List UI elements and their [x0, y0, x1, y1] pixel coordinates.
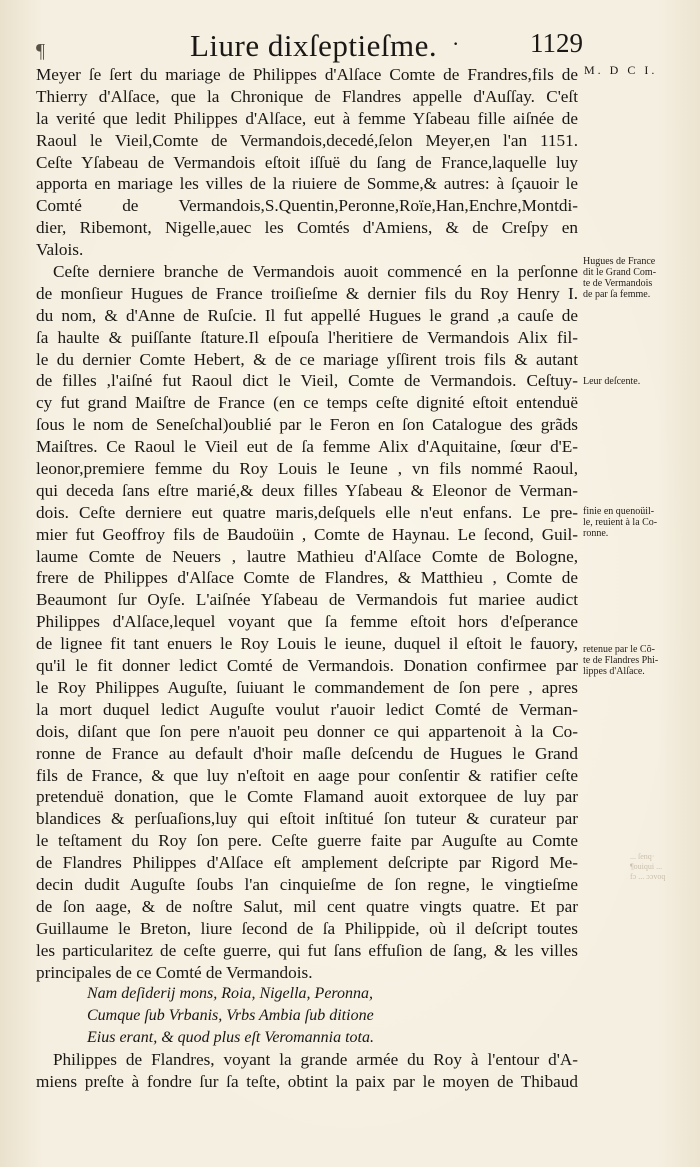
text-line: cy fut grand Maiſtre de France (en ce temps ceſte dignité eſtoit entenduë	[36, 393, 578, 413]
text-line: ſa haulte & puiſſante ſtature.Il eſpouſa l'heritiere de Vermandois Alix fil-	[36, 327, 578, 347]
text-line: de filles ,l'aiſné fut Raoul dict le Vieil, Comte de Vermandois. Ceſtuy-	[36, 371, 578, 391]
text-line: Thierry d'Alſace, que la Chronique de Flandres appelle d'Auſſay. C'eſt	[36, 86, 578, 106]
text-line: dois, diſant que ſon pere n'auoit peu donner ce qui appartenoit à la Co-	[36, 721, 578, 741]
text-line: du nom, & d'Anne de Ruſcie. Il fut appellé Hugues le grand ,a cauſe de	[36, 305, 578, 325]
text-line: Guillaume le Breton, liure ſecond de ſa Philippide, où il deſcript toutes	[36, 918, 578, 938]
text-line: dois. Ceſte derniere eut quatre maris,deſquels elle n'eut enfans. Le pre-	[36, 502, 578, 522]
text-line: leonor,premiere femme du Roy Louis le Ieune , vn fils nommé Raoul,	[36, 459, 578, 479]
text-line: Ceſte Yſabeau de Vermandois eſtoit iſſuë du ſang de France,laquelle luy	[36, 152, 578, 172]
bleed-through-line: fɔ ... ɔɔvoq	[630, 872, 666, 881]
margin-note-line: le, reuient à la Co-	[583, 517, 658, 528]
verse-line: Eius erant, & quod plus eſt Veromannia tota.	[87, 1029, 374, 1047]
text-line: Meyer ſe ſert du mariage de Philippes d'Alſace Comte de Frandres,fils de	[36, 65, 578, 84]
text-line: laume Comte de Neuers , lautre Mathieu d'Alſace Comte de Bologne,	[36, 546, 578, 566]
margin-note-line: ronne.	[583, 528, 609, 539]
text-line: Beaumont ſur Oyſe. L'aiſnée Yſabeau de Vermandois fut mariee audict	[36, 590, 578, 610]
margin-note-descente	[583, 376, 691, 387]
margin-note-line: finie en quenoüil-	[583, 506, 655, 517]
text-line: le Roy Philippes Auguſte, ſuiuant le commandement de ſon pere , apres	[36, 677, 578, 697]
margin-note-quenouille	[583, 506, 691, 539]
body-text	[36, 64, 578, 1093]
text-line: Comté de Vermandois,S.Quentin,Peronne,Roïe,Han,Enchre,Montdi-	[36, 196, 578, 216]
verse-line: Cumque ſub Vrbanis, Vrbs Ambia ſub ditione	[87, 1007, 374, 1025]
text-line: le teſtament du Roy ſon pere. Ceſte guerre faite par Auguſte au Comte	[36, 831, 578, 851]
text-line: ſous le nom de Seneſchal)oublié par le Feron en ſon Catalogue des grãds	[36, 415, 578, 435]
margin-note-line: te de Flandres Phi-	[583, 655, 659, 666]
text-line: frere de Philippes d'Alſace Comte de Flandres, & Matthieu , Comte de	[36, 568, 578, 588]
page-number: 1129	[530, 28, 583, 58]
bleed-through-line: ... ſenq·	[630, 852, 655, 861]
text-line: la mort duquel ledict Auguſte voulut r'auoir ledict Comté de Verman-	[36, 699, 578, 719]
text-line: Ceſte derniere branche de Vermandois auoit commencé en la perſonne	[53, 262, 578, 282]
corner-mark: ¶	[36, 40, 46, 62]
text-line: Raoul le Vieil,Comte de Vermandois,decedé,ſelon Meyer,en l'an 1151.	[36, 130, 578, 150]
text-line: apporta en mariage les villes de la riuiere de Somme,& autres: à ſçauoir le	[36, 174, 578, 194]
text-line: les particularitez de ceſte guerre, qui fut ſans effuſion de ſang, & les villes	[36, 940, 578, 960]
bleed-through-line: ¶ouiqui ...	[630, 862, 663, 871]
text-line: fils de France, & que luy n'eſtoit en aage pour conſentir & ratifier ceſte	[36, 765, 578, 785]
text-line: de lignee fit tant enuers le Roy Louis le ieune, duquel il eſtoit le fauory,	[36, 634, 578, 654]
bleed-through-text	[630, 852, 690, 882]
text-line: principales de ce Comté de Vermandois.	[36, 962, 313, 982]
margin-note-retenue	[583, 644, 691, 677]
text-line: Valois.	[36, 240, 84, 260]
text-line: ronne de France au default d'hoir maſle deſcendu de Hugues le Grand	[36, 743, 578, 763]
margin-year: M. D C I.	[584, 63, 658, 77]
text-line: le du dernier Comte Hebert, & de ce mariage yſſirent trois fils & autant	[36, 349, 578, 369]
running-title: Liure dixſeptieſme.	[190, 28, 438, 63]
text-line: mier fut Geoffroy fils de Baudoüin , Comte de Haynau. Le ſecond, Guil-	[36, 524, 578, 544]
header-dot: ·	[452, 31, 460, 56]
margin-note-line: de par ſa femme.	[583, 289, 651, 300]
margin-note-line: Leur deſcente.	[583, 376, 641, 387]
text-line: dier, Ribemont, Nigelle,auec les Comtés d'Amiens, & de Creſpy en	[36, 218, 578, 238]
text-line: de monſieur Hugues de France troiſieſme & dernier fils du Roy Henry I.	[36, 283, 578, 303]
text-line: decin dudit Auguſte ſoubs l'an cinquieſme de ſon regne, le vingtieſme	[36, 874, 578, 894]
text-line: la verité que ledit Philippes d'Alſace, eut à femme Yſabeau fille aiſnée de	[36, 108, 578, 128]
margin-note-line: lippes d'Alſace.	[583, 666, 645, 677]
verse-line: Nam deſiderij mons, Roia, Nigella, Peronna,	[87, 985, 374, 1003]
text-line: pretenduë donation, que le Comte Flamand auoit extorquee de luy par	[36, 787, 578, 807]
text-line: Philippes d'Alſace,lequel voyant que ſa femme eſtoit hors d'eſperance	[36, 612, 578, 632]
margin-note-line: dit le Grand Com-	[583, 267, 657, 278]
running-header	[190, 28, 583, 68]
text-line: de ſon aage, & de noſtre Salut, mil cent quatre vingts quatre. Et par	[36, 896, 578, 916]
text-line: Maiſtres. Ce Raoul le Vieil eut de ſa femme Alix d'Aquitaine, ſœur d'E-	[36, 437, 578, 457]
text-line: de Flandres Philippes d'Alſace eſt amplement deſcripte par Rigord Me-	[36, 853, 578, 873]
margin-note-line: Hugues de France	[583, 256, 656, 267]
text-line: blandices & perſuaſions,luy qui eſtoit inſtitué ſon tuteur & curateur par	[36, 809, 578, 829]
margin-note-hugues	[583, 256, 691, 300]
margin-note-line: retenue par le Cõ-	[583, 644, 655, 655]
text-line: qui deceda ſans eſtre marié,& deux filles Yſabeau & Eleonor de Verman-	[36, 480, 578, 500]
margin-note-line: te de Vermandois	[583, 278, 653, 289]
text-line: qu'il le fit donner ledict Comté de Vermandois. Donation confirmee par	[36, 656, 578, 676]
text-line: miens preſte à fondre ſur ſa teſte, obtint la paix par le moyen de Thibaud	[36, 1071, 578, 1091]
text-line: Philippes de Flandres, voyant la grande armée du Roy à l'entour d'A-	[53, 1050, 578, 1070]
